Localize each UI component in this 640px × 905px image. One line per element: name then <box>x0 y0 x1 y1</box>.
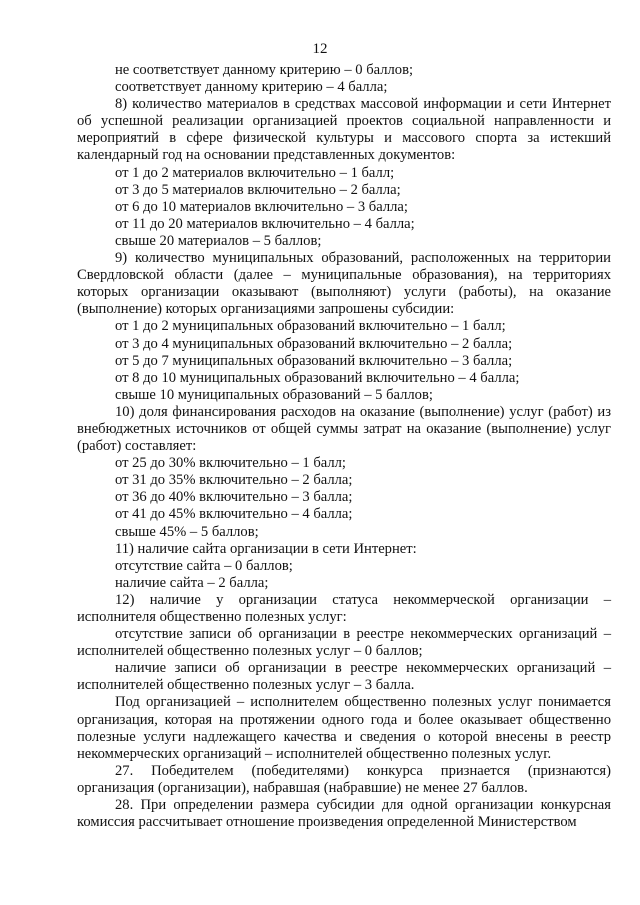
paragraph: от 1 до 2 материалов включительно – 1 балл; <box>115 164 395 181</box>
paragraph: наличие сайта – 2 балла; <box>115 574 269 591</box>
paragraph: свыше 45% – 5 баллов; <box>115 523 259 540</box>
paragraph: 10) доля финансирования расходов на оказание (выполнение) услуг (работ) из внебюджетных источников от общей суммы затрат на оказание (выполнение) услуг (работ) составляет: <box>77 403 611 455</box>
page-number: 12 <box>312 41 328 57</box>
paragraph: 28. При определении размера субсидии для одной организации конкурсная комиссия рассчитывает отношение произведения определенной Министерством <box>77 797 611 831</box>
paragraph: 9) количество муниципальных образований, расположенных на территории Свердловской области (далее – муниципальные образования), на территориях которых организации оказывают (выполняют) услуги (работы), на оказание (выполнение) которых организациями запрошены субсидии: <box>77 250 611 318</box>
paragraph: соответствует данному критерию – 4 балла; <box>115 79 388 96</box>
paragraph: 12) наличие у организации статуса некоммерческой организации – исполнителя общественно полезных услуг: <box>77 591 611 625</box>
paragraph: от 41 до 45% включительно – 4 балла; <box>115 506 353 523</box>
paragraph: не соответствует данному критерию – 0 баллов; <box>115 62 414 78</box>
paragraph: 27. Победителем (победителями) конкурса признается (признаются) организация (организации), набравшая (набравшие) не менее 27 баллов. <box>77 762 611 796</box>
paragraph: 8) количество материалов в средствах массовой информации и сети Интернет об успешной реализации организацией проектов социальной направленности и мероприятий в сфере физической культуры и массового спорта за истекший календарный год на основании представленных документов: <box>77 96 611 164</box>
paragraph: свыше 20 материалов – 5 баллов; <box>115 232 322 249</box>
paragraph: от 11 до 20 материалов включительно – 4 балла; <box>115 215 415 232</box>
paragraph: от 36 до 40% включительно – 3 балла; <box>115 489 353 506</box>
paragraph: от 8 до 10 муниципальных образований включительно – 4 балла; <box>115 369 520 386</box>
paragraph: отсутствие записи об организации в реестре некоммерческих организаций – исполнителей общественно полезных услуг – 0 баллов; <box>77 626 611 660</box>
paragraph: отсутствие сайта – 0 баллов; <box>115 557 293 574</box>
paragraph: наличие записи об организации в реестре некоммерческих организаций – исполнителей общественно полезных услуг – 3 балла. <box>77 660 611 694</box>
paragraph: от 25 до 30% включительно – 1 балл; <box>115 455 346 472</box>
document-body <box>77 62 611 831</box>
paragraph: свыше 10 муниципальных образований – 5 баллов; <box>115 386 433 403</box>
paragraph: от 6 до 10 материалов включительно – 3 балла; <box>115 198 408 215</box>
paragraph: от 5 до 7 муниципальных образований включительно – 3 балла; <box>115 352 513 369</box>
paragraph: от 3 до 5 материалов включительно – 2 балла; <box>115 181 401 198</box>
paragraph: от 31 до 35% включительно – 2 балла; <box>115 472 353 489</box>
paragraph: от 3 до 4 муниципальных образований включительно – 2 балла; <box>115 335 513 352</box>
paragraph: Под организацией – исполнителем общественно полезных услуг понимается организация, которая на протяжении одного года и более оказывает общественно полезные услуги надлежащего качества и сведения о которой внесены в реестр некоммерческих организаций – исполнителей общественно полезных услуг. <box>77 694 611 762</box>
paragraph: 11) наличие сайта организации в сети Интернет: <box>115 540 417 557</box>
paragraph: от 1 до 2 муниципальных образований включительно – 1 балл; <box>115 318 506 335</box>
